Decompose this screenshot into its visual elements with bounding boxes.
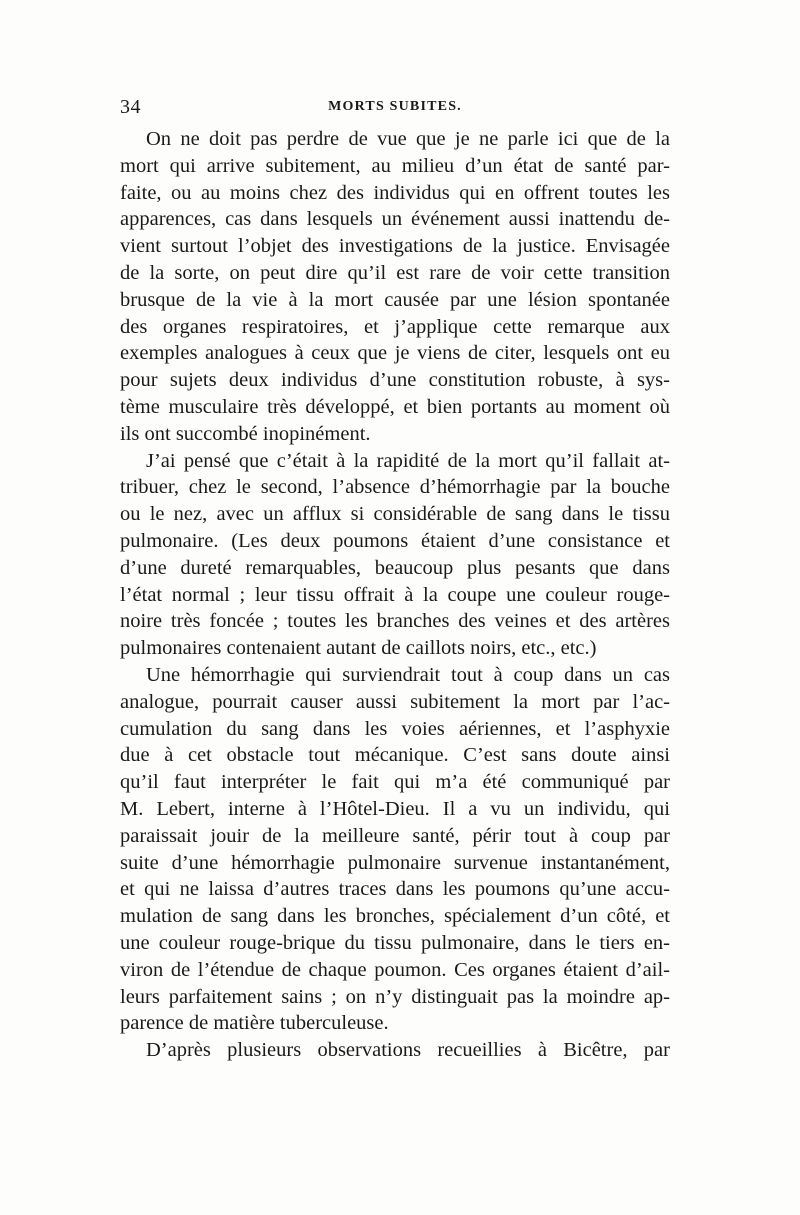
text-line: Une hémorrhagie qui surviendrait tout à coup dans un cas: [146, 663, 670, 686]
text-line: D’après plusieurs observations recueillies à Bicêtre, par: [146, 1039, 670, 1062]
page-header: [120, 96, 670, 120]
text-line: ils ont succombé inopinément.: [120, 422, 371, 445]
text-line: leurs parfaitement sains ; on n’y distinguait pas la moindre ap-: [120, 985, 670, 1008]
text-line: J’ai pensé que c’était à la rapidité de la mort qu’il fallait at-: [146, 449, 670, 472]
text-line: pulmonaires contenaient autant de caillots noirs, etc., etc.): [120, 637, 597, 660]
text-line: On ne doit pas perdre de vue que je ne parle ici que de la: [146, 128, 670, 150]
text-line: mulation de sang dans les bronches, spécialement d’un côté, et: [120, 905, 670, 928]
page-number: 34: [120, 96, 141, 118]
text-line: suite d’une hémorrhagie pulmonaire survenue instantanément,: [120, 851, 670, 874]
text-line: vient surtout l’objet des investigations de la justice. Envisagée: [120, 235, 670, 258]
text-line: une couleur rouge-brique du tissu pulmonaire, dans le tiers en-: [120, 931, 670, 954]
running-head: MORTS SUBITES.: [328, 99, 462, 114]
text-line: faite, ou au moins chez des individus qui en offrent toutes les: [120, 181, 670, 204]
text-line: viron de l’étendue de chaque poumon. Ces organes étaient d’ail-: [120, 958, 670, 981]
text-line: ou le nez, avec un afflux si considérable de sang dans le tissu: [120, 503, 670, 526]
text-line: brusque de la vie à la mort causée par une lésion spontanée: [120, 288, 670, 311]
text-line: mort qui arrive subitement, au milieu d’un état de santé par-: [120, 154, 670, 177]
text-line: noire très foncée ; toutes les branches des veines et des artères: [120, 610, 670, 633]
text-line: due à cet obstacle tout mécanique. C’est sans doute ainsi: [120, 744, 670, 767]
text-line: parence de matière tuberculeuse.: [120, 1012, 389, 1035]
text-line: tème musculaire très développé, et bien portants au moment où: [120, 395, 670, 418]
text-line: pour sujets deux individus d’une constitution robuste, à sys-: [120, 369, 670, 392]
body-text: [120, 126, 670, 1064]
text-line: cumulation du sang dans les voies aériennes, et l’asphyxie: [120, 717, 670, 740]
text-line: pulmonaire. (Les deux poumons étaient d’une consistance et: [120, 529, 670, 552]
text-line: analogue, pourrait causer aussi subitement la mort par l’ac-: [120, 690, 670, 713]
text-line: des organes respiratoires, et j’applique cette remarque aux: [120, 315, 670, 338]
text-line: paraissait jouir de la meilleure santé, périr tout à coup par: [120, 824, 670, 847]
text-line: apparences, cas dans lesquels un événement aussi inattendu de-: [120, 208, 670, 231]
text-line: tribuer, chez le second, l’absence d’hémorrhagie par la bouche: [120, 476, 670, 499]
text-line: d’une dureté remarquables, beaucoup plus pesants que dans: [120, 556, 670, 579]
text-line: M. Lebert, interne à l’Hôtel-Dieu. Il a vu un individu, qui: [120, 797, 670, 820]
text-line: exemples analogues à ceux que je viens de citer, lesquels ont eu: [120, 342, 670, 365]
text-line: de la sorte, on peut dire qu’il est rare de voir cette transition: [120, 261, 670, 284]
text-line: et qui ne laissa d’autres traces dans les poumons qu’une accu-: [120, 878, 670, 901]
text-line: l’état normal ; leur tissu offrait à la coupe une couleur rouge-: [120, 583, 670, 606]
text-line: qu’il faut interpréter le fait qui m’a été communiqué par: [120, 771, 670, 794]
